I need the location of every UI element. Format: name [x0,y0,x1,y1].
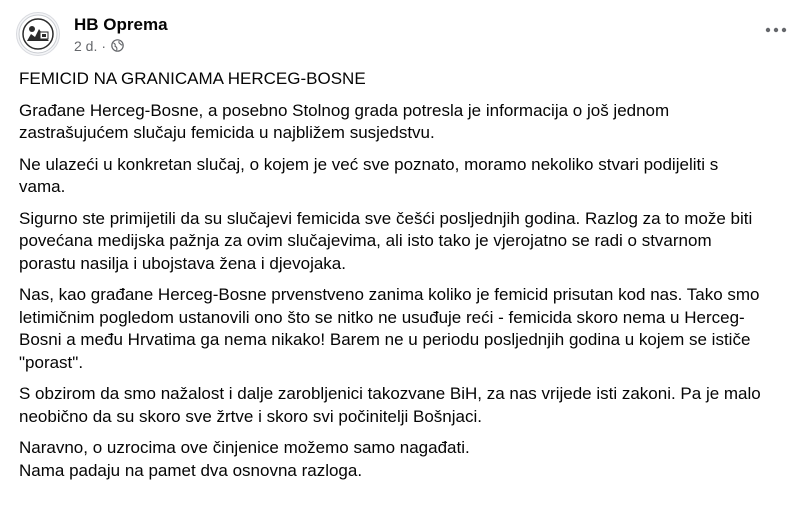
author-name[interactable]: HB Oprema [74,14,168,34]
page-avatar[interactable] [16,12,60,56]
post-text [19,68,794,491]
post-subline [74,37,168,55]
post-paragraph: FEMICID NA GRANICAMA HERCEG-BOSNE [19,69,366,88]
post-meta [74,14,168,55]
post-paragraph: Sigurno ste primijetili da su slučajevi femicida sve češći posljednjih godina. Razlog za to može biti povećana medijska pažnja za ovim slučajevima, ali isto tako je vjerojatno se radi o stvarnom porastu nasilja i ubojstava žena i djevojaka. [19,208,753,273]
globe-icon[interactable] [111,39,124,52]
separator-dot: · [101,37,107,54]
more-options-button[interactable] [762,20,790,40]
page-logo-icon [18,14,58,54]
post-paragraph: Nas, kao građane Herceg-Bosne prvenstveno zanima koliko je femicid prisutan kod nas. Tako smo letimičnim pogledom ustanovili ono što se nitko ne usuđuje reći - femicida skoro nema u Herceg- Bosni a među Hrvatima ga nema nikako! Barem ne u periodu posljednjih godina u kojem se ističe "porast". [19,285,760,372]
post-paragraph: Naravno, o uzrocima ove činjenice možemo samo nagađati. Nama padaju na pamet dva osnovna razloga. [19,438,470,480]
more-options-icon [765,27,787,33]
post-paragraph: Građane Herceg-Bosne, a posebno Stolnog grada potresla je informacija o još jednom zastrašujućem slučaju femicida u najbližem susjedstvu. [19,100,670,142]
post-paragraph: S obzirom da smo nažalost i dalje zarobljenici takozvane BiH, za nas vrijede isti zakoni. Pa je malo neobično da su skoro sve žrtve i skoro svi počinitelji Bošnjaci. [19,384,761,426]
post-header [16,10,168,58]
post-paragraph: Ne ulazeći u konkretan slučaj, o kojem je već sve poznato, moramo nekoliko stvari podijeliti s vama. [19,154,719,196]
post-timestamp[interactable]: 2 d. [74,37,98,54]
